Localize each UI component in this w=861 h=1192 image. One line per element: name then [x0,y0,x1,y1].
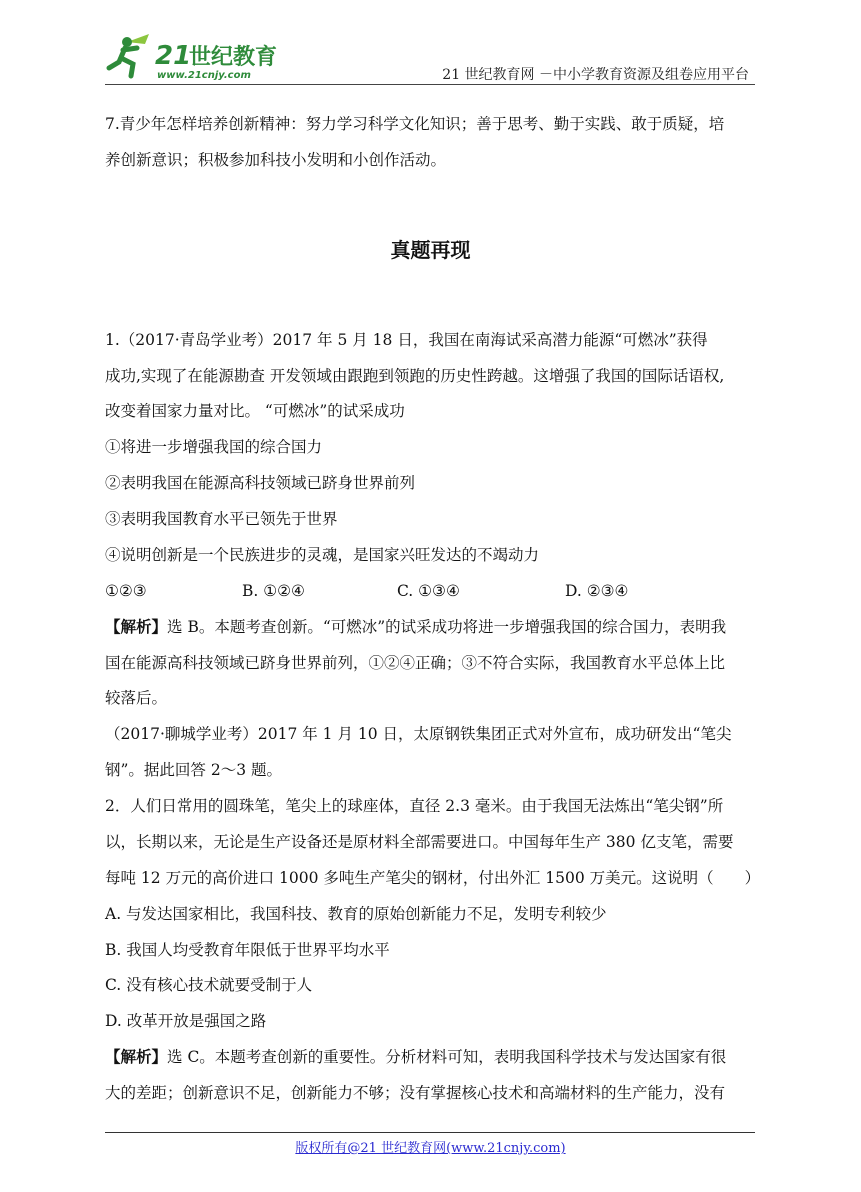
svg-text:世纪教育: 世纪教育 [189,45,278,70]
q2-analysis-text: 选 C。本题考查创新的重要性。分析材料可知，表明我国科学技术与发达国家有很 [167,1048,727,1066]
header-divider [105,84,755,85]
svg-text:21: 21 [155,41,192,71]
svg-text:www.21cnjy.com: www.21cnjy.com [157,70,251,81]
q1-item-1: ①将进一步增强我国的综合国力 [105,438,323,456]
stem23-line-2: 钢”。据此回答 2～3 题。 [105,761,283,779]
q1-option-c: C. ①③④ [397,582,460,600]
q2-analysis-label: 【解析】 [105,1047,168,1066]
header-site-name: 21 世纪教育网 －中小学教育资源及组卷应用平台 [442,67,749,83]
q2-analysis-line-2: 大的差距；创新意识不足，创新能力不够；没有掌握核心技术和高端材料的生产能力，没有 [105,1084,726,1102]
q2-option-d: D. 改革开放是强国之路 [105,1012,267,1030]
footer-divider [105,1132,755,1133]
q1-option-a: ①②③ [105,582,147,600]
q2-option-b: B. 我国人均受教育年限低于世界平均水平 [105,941,390,959]
q2-option-a: A. 与发达国家相比，我国科技、教育的原始创新能力不足，发明专利较少 [105,905,607,923]
site-logo [105,28,280,84]
q2-line-2: 以，长期以来，无论是生产设备还是原材料全部需要进口。中国每年生产 380 亿支笔，需要 [105,833,734,851]
q1-option-b: B. ①②④ [242,582,305,600]
q1-analysis-line-1 [105,610,757,644]
q1-item-3: ③表明我国教育水平已领先于世界 [105,510,338,528]
q1-line-1: 1.（2017·青岛学业考）2017 年 5 月 18 日，我国在南海试采高潜力能源“可燃冰”获得 [105,331,708,349]
q1-item-4: ④说明创新是一个民族进步的灵魂，是国家兴旺发达的不竭动力 [105,546,540,564]
q1-analysis-label: 【解析】 [105,617,168,636]
q2-line-1: 2．人们日常用的圆珠笔，笔尖上的球座体，直径 2.3 毫米。由于我国无法炼出“笔尖钢”所 [105,797,724,815]
q1-line-2: 成功,实现了在能源勘查 开发领域由跟跑到领跑的历史性跨越。这增强了我国的国际话语权, [105,367,725,385]
q1-options [105,574,757,608]
q1-analysis-line-3: 较落后。 [105,689,168,707]
q1-option-d: D. ②③④ [565,582,629,600]
intro-line-1: 7.青少年怎样培养创新精神：努力学习科学文化知识；善于思考、勤于实践、敢于质疑，培 [105,115,725,133]
q2-line-3: 每吨 12 万元的高价进口 1000 多吨生产笔尖的钢材，付出外汇 1500 万美元。这说明（ ） [105,869,761,887]
q1-item-2: ②表明我国在能源高科技领域已跻身世界前列 [105,474,416,492]
page-header [105,28,753,84]
footer-copyright-link[interactable]: 版权所有@21 世纪教育网(www.21cnjy.com) [295,1141,566,1156]
stem23-line-1: （2017·聊城学业考）2017 年 1 月 10 日，太原钢铁集团正式对外宣布，成功研发出“笔尖 [105,725,732,743]
intro-line-2: 养创新意识；积极参加科技小发明和小创作活动。 [105,151,447,169]
q2-analysis-line-1 [105,1040,757,1074]
q2-option-c: C. 没有核心技术就要受制于人 [105,976,313,994]
section-title: 真题再现 [390,238,471,262]
q1-analysis-line-2: 国在能源高科技领域已跻身世界前列，①②④正确；③不符合实际，我国教育水平总体上比 [105,654,726,672]
q1-line-3: 改变着国家力量对比。 “可燃冰”的试采成功 [105,402,405,420]
q1-analysis-text: 选 B。本题考查创新。“可燃冰”的试采成功将进一步增强我国的综合国力，表明我 [167,618,727,636]
